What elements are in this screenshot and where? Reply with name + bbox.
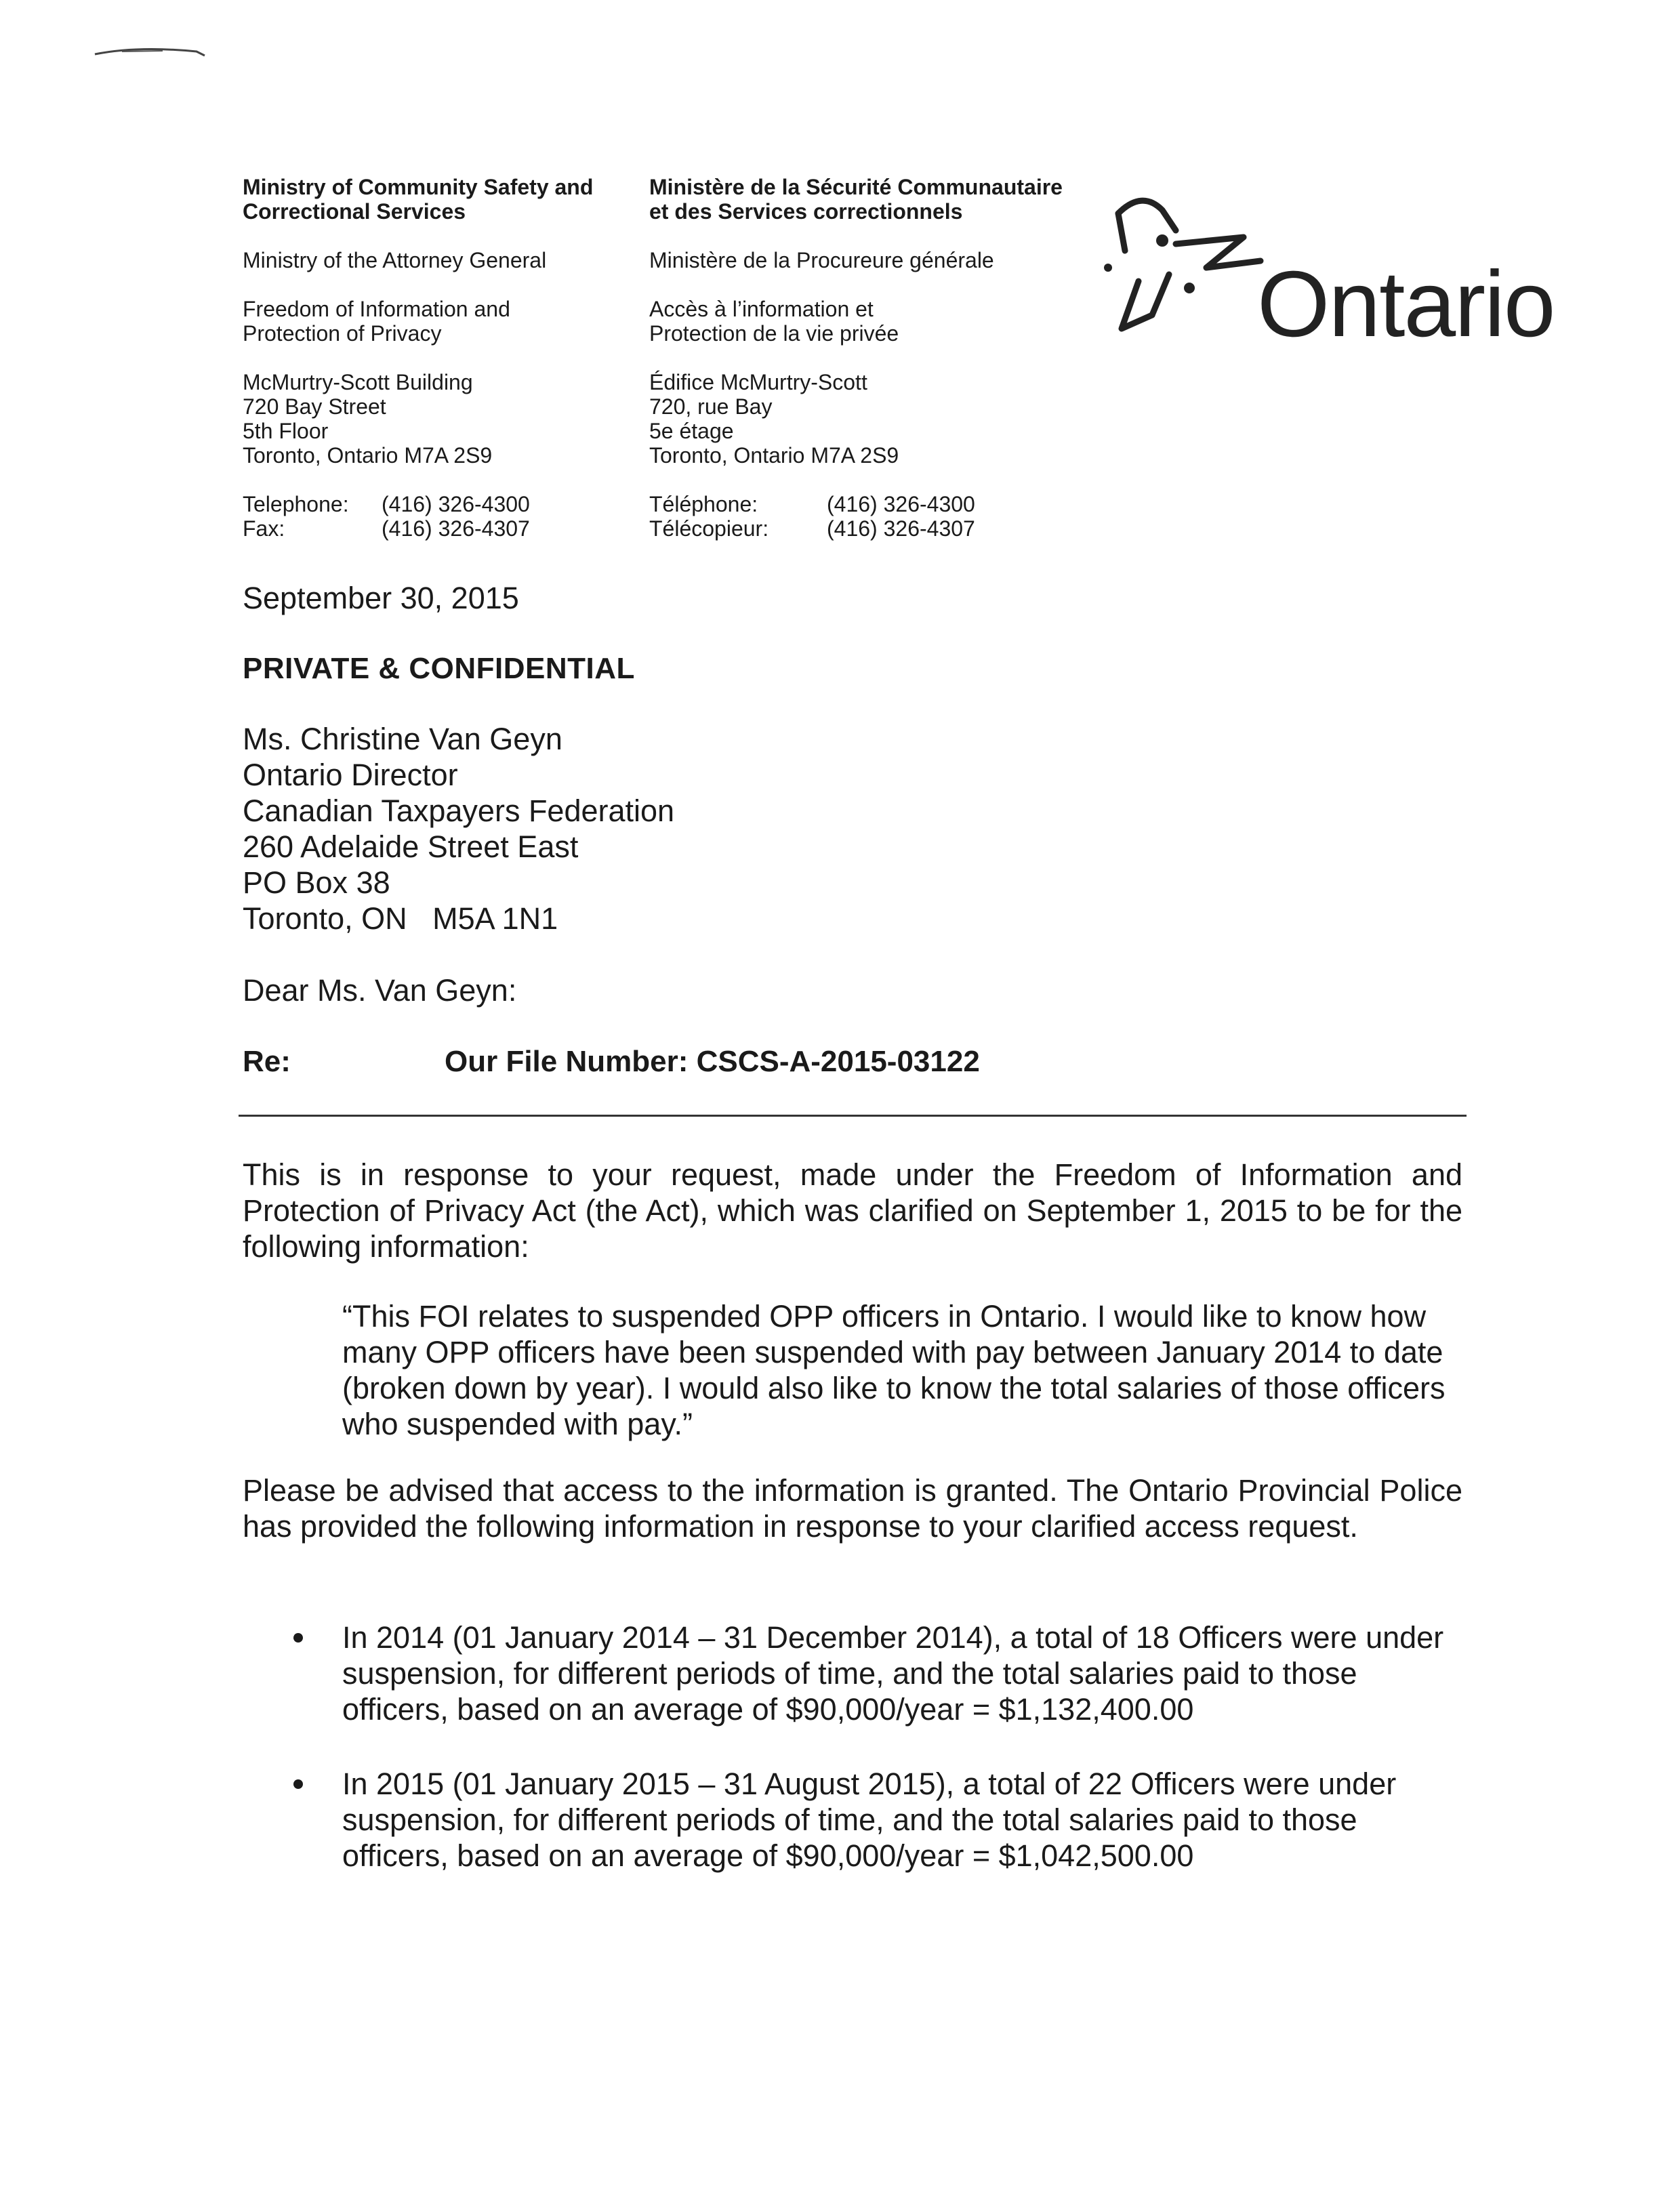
header-french — [649, 175, 1110, 541]
recipient-line: PO Box 38 — [243, 865, 390, 900]
fax-en: Fax: (416) 326-4307 — [243, 516, 530, 541]
confidential-heading: PRIVATE & CONFIDENTIAL — [243, 652, 635, 685]
scan-mark — [81, 39, 217, 60]
salutation: Dear Ms. Van Geyn: — [243, 973, 517, 1008]
bullet-icon — [293, 1779, 303, 1789]
intro-paragraph: This is in response to your request, made under the Freedom of Information and Protection of Privacy Act (the Act), which was clarified on September 1, 2015 to be for the following information: — [243, 1157, 1462, 1264]
recipient-line: Toronto, ON M5A 1N1 — [243, 901, 558, 936]
divider — [239, 1115, 1467, 1117]
office-name-fr: Accès à l’information et Protection de la vie privée — [649, 297, 899, 346]
recipient-line: 260 Adelaide Street East — [243, 829, 579, 864]
attorney-general-en: Ministry of the Attorney General — [243, 248, 547, 272]
list-item: In 2015 (01 January 2015 – 31 August 2015), a total of 22 Officers were under suspension, for different periods of time, and the total salaries paid to those officers, based on an average of $90,000/year = $1,042,500.00 — [342, 1766, 1467, 1874]
recipient-line: Ms. Christine Van Geyn — [243, 722, 562, 756]
re-label: Re: — [243, 1045, 291, 1078]
ontario-wordmark: Ontario — [1257, 252, 1555, 356]
letter-date: September 30, 2015 — [243, 581, 519, 615]
recipient-address — [243, 721, 674, 936]
recipient-line: Canadian Taxpayers Federation — [243, 793, 675, 828]
fax-fr: Télécopieur: (416) 326-4307 — [649, 516, 975, 541]
list-item: In 2014 (01 January 2014 – 31 December 2014), a total of 18 Officers were under suspension, for different periods of time, and the total salaries paid to those officers, based on an average of $90,000/year = $1,132,400.00 — [342, 1619, 1467, 1727]
address-fr: Édifice McMurtry-Scott 720, rue Bay 5e étage Toronto, Ontario M7A 2S9 — [649, 370, 899, 468]
address-en: McMurtry-Scott Building 720 Bay Street 5th Floor Toronto, Ontario M7A 2S9 — [243, 370, 493, 468]
attorney-general-fr: Ministère de la Procureure générale — [649, 248, 994, 272]
telephone-fr: Téléphone: (416) 326-4300 — [649, 492, 975, 516]
header-english — [243, 175, 622, 541]
access-granted-paragraph: Please be advised that access to the information is granted. The Ontario Provincial Police has provided the following information in response to your clarified access request. — [243, 1473, 1462, 1544]
recipient-line: Ontario Director — [243, 758, 458, 792]
request-quote: “This FOI relates to suspended OPP officers in Ontario. I would like to know how many OPP officers have been suspended with pay between January 2014 to date (broken down by year). I would also like to know the total salaries of those officers who suspended with pay.” — [342, 1299, 1446, 1441]
office-name-en: Freedom of Information and Protection of Privacy — [243, 297, 510, 346]
contact-en — [243, 492, 622, 541]
ministry-name-fr: Ministère de la Sécurité Communautaire et des Services correctionnels — [649, 175, 1063, 224]
ministry-name-en: Ministry of Community Safety and Correctional Services — [243, 175, 594, 224]
file-number: Our File Number: CSCS-A-2015-03122 — [445, 1045, 980, 1078]
contact-fr — [649, 492, 1110, 541]
telephone-en: Telephone: (416) 326-4300 — [243, 492, 530, 516]
bullet-icon — [293, 1633, 303, 1643]
